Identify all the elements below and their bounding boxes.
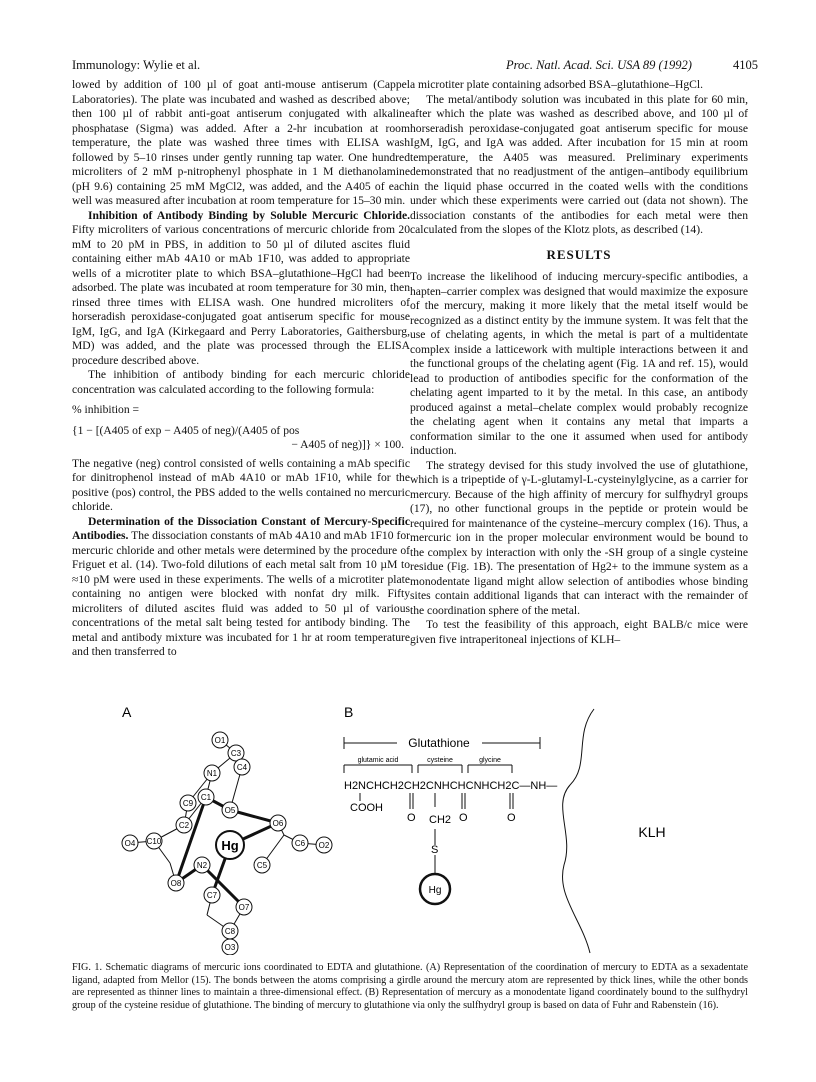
- carbonyl-o: O: [407, 812, 416, 824]
- page-number: 4105: [733, 58, 758, 72]
- hg-atom-b: [420, 874, 450, 904]
- left-column: [72, 78, 410, 660]
- paragraph: The metal/antibody solution was incubated in this plate for 60 min, after which the plate was washed as described above, and 100 µl of horseradish peroxidase-conjugated goat antiserum specific for mouse IgM, IgG, and IgA was added. After incubation for 15 min at room temperature, the A405 was measured. Preliminary experiments demonstrated that no readjustment of the antigen–antibody equilibrium in the liquid phase occurred in the coated wells with the conditions under which these experiments were carried out (data not shown). The dissociation constants of the antibodies for each metal were then calculated from the slopes of the Klotz plots, as described (14).: [410, 92, 748, 236]
- paragraph: The strategy devised for this study involved the use of glutathione, which is a tripeptide of γ-L-glutamyl-L-cysteinylglycine, as a carrier for mercury. Because of the high affinity of mercury for sulfhydryl groups (17), no other functional groups in the peptide or protein would be required for maintenance of the cysteine–mercury complex (16). Thus, a mercuric ion in the proper molecular environment would be bound to the complex by interaction with only the -SH group of a single cysteine residue (Fig. 1B). The presentation of Hg2+ to the immune system as a monodentate ligand might allow selection of antibodies whose binding sites contain additional ligands that can interact with the remainder of the coordination sphere of the metal.: [410, 458, 748, 617]
- paragraph: lowed by addition of 100 µl of goat anti-mouse antiserum (Cappel Laboratories). The plate was incubated and washed as described above; then 100 µl of rabbit anti-goat antiserum conjugated with alkaline phosphatase (Sigma) was added. After a 2-hr incubation at room temperature, the plate was washed three times with ELISA wash followed by 5–10 rinses under gently running tap water. One hundred microliters of 2 mM p-nitrophenyl phosphate in 1 M diethanolamine (pH 9.6) containing 25 mM MgCl2, was added, and the A405 of each well was measured after incubation at room temperature for 15–30 min.: [72, 78, 410, 207]
- right-column: [410, 78, 748, 647]
- atom-label: N1: [206, 769, 218, 778]
- panel-b-label: B: [344, 705, 354, 720]
- atom-label: O2: [318, 841, 330, 850]
- hg-label: Hg: [221, 838, 239, 853]
- running-header-left: Immunology: Wylie et al.: [72, 58, 201, 72]
- atom-o3: [222, 939, 238, 955]
- running-header-journal: Proc. Natl. Acad. Sci. USA 89 (1992): [506, 58, 692, 72]
- sulfur-atom: S: [431, 844, 439, 856]
- cooh-group: COOH: [350, 802, 383, 814]
- paragraph-text: The dissociation constants of mAb 4A10 and mAb 1F10 for mercuric chloride and other metals were determined by the procedure of Friguet et al. (14). Two-fold dilutions of each metal salt from 10 µM to ≈10 pM were used in these experiments. The wells of a microtiter plate containing no antigen were blocked with nonfat dry milk. Fifty microliters of diluted ascites fluid was added to 50 µl of various concentrations of the metal salt being tested for antibody binding. The metal and antibody mixture was incubated for 1 hr at room temperature and then transferred to: [72, 529, 410, 658]
- paragraph: The inhibition of antibody binding for each mercuric chloride concentration was calculated according to the following formula:: [72, 368, 410, 396]
- atom-label: C3: [230, 749, 242, 758]
- atom-label: C2: [178, 821, 190, 830]
- klh-protein-outline: [562, 709, 594, 953]
- paragraph: a microtiter plate containing adsorbed BSA–glutathione–HgCl.: [410, 78, 704, 91]
- atom-label: C6: [294, 839, 306, 848]
- atom-label: O8: [170, 879, 182, 888]
- figure-1: [112, 705, 712, 955]
- carbonyl-o: O: [507, 812, 516, 824]
- panel-a-label: A: [122, 705, 132, 720]
- atom-label: C5: [256, 861, 268, 870]
- results-heading: RESULTS: [546, 246, 612, 262]
- glutathione-label: Glutathione: [408, 736, 470, 750]
- paragraph-text: Fifty microliters of various concentrations of mercuric chloride from 20 mM to 20 pM in PBS, in addition to 50 µl of diluted ascites fluid containing either mAb 4A10 or mAb 1F10, was added to appropriate wells of a microtiter plate to which BSA–glutathione–HgCl had been adsorbed. The plate was incubated at room temperature for 30 min, then rinsed three times with ELISA wash. One hundred microliters of horseradish peroxidase-conjugated goat antiserum specific for mouse IgM, IgG, and IgA (Kirkegaard and Perry Laboratories, Gaithersburg, MD) was added, and the plate was processed through the ELISA procedure described above.: [72, 223, 410, 367]
- paragraph: [72, 515, 410, 660]
- section-heading: Determination of the Dissociation Constant of Mercury-Specific Antibodies.: [72, 514, 410, 542]
- atom-label: C4: [236, 763, 248, 772]
- section-heading: Inhibition of Antibody Binding by Soluble Mercuric Chloride.: [88, 208, 410, 222]
- formula-line: % inhibition =: [72, 403, 140, 416]
- hg-label: Hg: [428, 885, 442, 896]
- atom-label: C7: [206, 891, 218, 900]
- inhibition-formula: [72, 403, 410, 453]
- formula-line: {1 − [(A405 of exp − A405 of neg)/(A405 of pos: [72, 423, 300, 437]
- atom-label: N2: [196, 861, 208, 870]
- paragraph: The negative (neg) control consisted of wells containing a mAb specific for dinitrophenol instead of mAb 4A10 or mAb 1F10, while for the positive (pos) control, the PBS added to the wells contained no mercuric chloride.: [72, 456, 410, 513]
- hg-atom: [216, 831, 244, 859]
- formula-line: − A405 of neg)]} × 100.: [291, 438, 404, 451]
- glutathione-chain: H2NCHCH2CH2CNHCHCNHCH2C—NH—: [344, 780, 558, 792]
- atom-label: C9: [182, 799, 194, 808]
- paragraph: To test the feasibility of this approach, eight BALB/c mice were given five intraperitoneal injections of KLH–: [410, 618, 748, 646]
- atom-label: O5: [224, 806, 236, 815]
- residue-cysteine: cysteine: [427, 757, 453, 764]
- paragraph: [72, 209, 410, 369]
- atom-label: O3: [224, 943, 236, 952]
- atom-label: O6: [272, 819, 284, 828]
- atom-label: C1: [200, 793, 212, 802]
- atom-label: C10: [146, 837, 162, 846]
- ch2-group: CH2: [429, 814, 452, 826]
- paragraph: To increase the likelihood of inducing mercury-specific antibodies, a hapten–carrier complex was designed that would maximize the exposure of the mercury, making it more likely that the metal itself would be recognized as a distinct entity by the immune system. It was felt that the use of chelating agents, in which the metal is part of a multidentate complex inside a latticework with multiple interactions between it and the functional groups of the chelating agent (Fig. 1A and ref. 15), would lead to production of antibodies specific for the conformation of the chelating agent imparted to it by the metal. In this case, an antibody produced against a metal–chelate complex would probably recognize the chelating agent when it contains any metal that imparts a conformation similar to the one it assumed when used for antibody induction.: [410, 270, 748, 457]
- klh-label: KLH: [638, 824, 666, 840]
- residue-glycine: glycine: [479, 757, 501, 764]
- atom-label: O1: [214, 736, 226, 745]
- atom-label: C8: [224, 927, 236, 936]
- residue-glutamic-acid: glutamic acid: [357, 757, 399, 764]
- atom-label: O7: [238, 903, 250, 912]
- figure-caption: FIG. 1. Schematic diagrams of mercuric ions coordinated to EDTA and glutathione. (A) Representation of the coordination of mercury to EDTA as a sexadentate ligand, adapted from Mellor (15). The bonds between the atoms comprising a girdle around the mercury atom are represented by thick lines, while the other bonds are represented as thinner lines to maintain a three-dimensional effect. (B) Representation of mercury as a monodentate ligand coordinately bound to the sulfhydryl group of the cysteine residue of glutathione. The binding of mercury to glutathione via only the sulfhydryl group is based on data of Fuhr and Rabenstein (16).: [72, 962, 748, 1011]
- carbonyl-o: O: [459, 812, 468, 824]
- atom-label: O4: [124, 839, 136, 848]
